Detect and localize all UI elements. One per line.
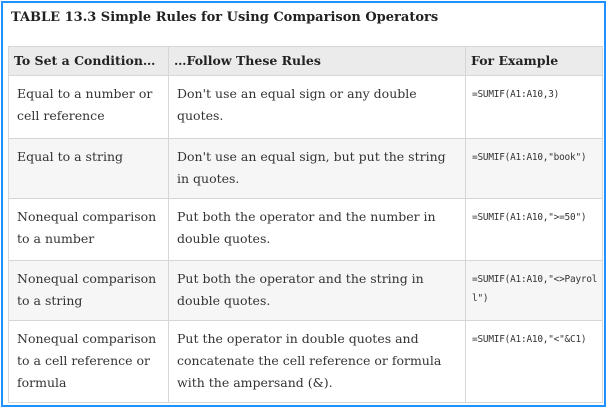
example-cell: =SUMIF(A1:A10,3) (466, 76, 603, 139)
column-header-condition: To Set a Condition… (9, 47, 169, 76)
example-cell: =SUMIF(A1:A10,"book") (466, 139, 603, 199)
rule-cell: Put both the operator and the string in double quotes. (169, 261, 466, 321)
table-row (9, 139, 603, 199)
table-row (9, 261, 603, 321)
condition-cell: Nonequal comparison to a string (9, 261, 169, 321)
condition-cell: Nonequal comparison to a cell reference or formula (9, 321, 169, 403)
header-row (9, 47, 603, 76)
rule-cell: Don't use an equal sign or any double quotes. (169, 76, 466, 139)
example-cell: =SUMIF(A1:A10,">=50") (466, 199, 603, 261)
table-row (9, 321, 603, 403)
example-cell: =SUMIF(A1:A10,"<"&C1) (466, 321, 603, 403)
condition-cell: Equal to a string (9, 139, 169, 199)
table-figure (1, 1, 606, 407)
comparison-operators-table (8, 46, 603, 403)
condition-cell: Nonequal comparison to a number (9, 199, 169, 261)
rule-cell: Put the operator in double quotes and concatenate the cell reference or formula with the ampersand (&). (169, 321, 466, 403)
rule-cell: Don't use an equal sign, but put the string in quotes. (169, 139, 466, 199)
table-row (9, 76, 603, 139)
column-header-rules: …Follow These Rules (169, 47, 466, 76)
column-header-example: For Example (466, 47, 603, 76)
example-cell: =SUMIF(A1:A10,"<>Payroll") (466, 261, 603, 321)
table-row (9, 199, 603, 261)
condition-cell: Equal to a number or cell reference (9, 76, 169, 139)
table-caption: TABLE 13.3 Simple Rules for Using Comparison Operators (11, 10, 439, 25)
rule-cell: Put both the operator and the number in double quotes. (169, 199, 466, 261)
